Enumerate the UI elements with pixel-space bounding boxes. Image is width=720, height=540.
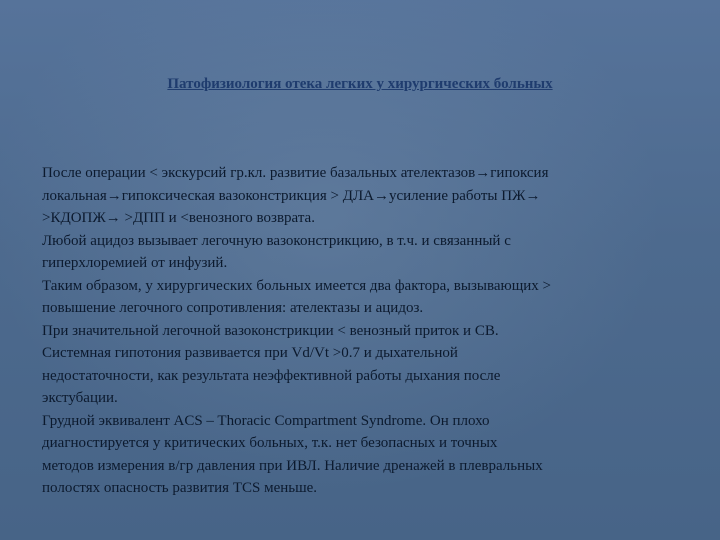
text-line: Системная гипотония развивается при Vd/Vt >0.7 и дыхательной [42,345,458,361]
slide-body [42,162,692,500]
text-line: Грудной эквивалент ACS – Thoracic Compartment Syndrome. Он плохо [42,412,490,429]
slide-title: Патофизиология отека легких у хирургических больных [167,76,553,92]
text-line: недостаточности, как результата неэффективной работы дыхания после [42,367,501,384]
text-line: методов измерения в/гр давления при ИВЛ. Наличие дренажей в плевральных [42,457,543,474]
text-line: При значительной легочной вазоконстрикции < венозный приток и СВ. [42,322,499,339]
text-line: локальная→гипоксическая вазоконстрикция > ДЛА→усиление работы ПЖ→ [42,187,541,204]
text-line: После операции < экскурсий гр.кл. развитие базальных ателектазов→гипоксия [42,165,549,181]
paragraph-acidosis [42,230,692,275]
paragraph-vasoconstriction [42,320,692,410]
text-line: гиперхлоремией от инфузий. [42,255,228,271]
paragraph-postop-atelectasis [42,162,692,230]
text-line: повышение легочного сопротивления: ателектазы и ацидоз. [42,300,424,316]
paragraph-two-factors [42,275,692,320]
text-line: полостях опасность развития TCS меньше. [42,480,318,496]
text-line: диагностируется у критических больных, т.к. нет безопасных и точных [42,435,498,451]
text-line: >КДОПЖ→ >ДПП и <венозного возврата. [42,210,315,226]
paragraph-thoracic-compartment [42,410,692,500]
text-line: Таким образом, у хирургических больных имеется два фактора, вызывающих > [42,277,551,294]
text-line: Любой ацидоз вызывает легочную вазоконстрикцию, в т.ч. и связанный с [42,232,511,249]
text-line: экстубации. [42,390,118,406]
